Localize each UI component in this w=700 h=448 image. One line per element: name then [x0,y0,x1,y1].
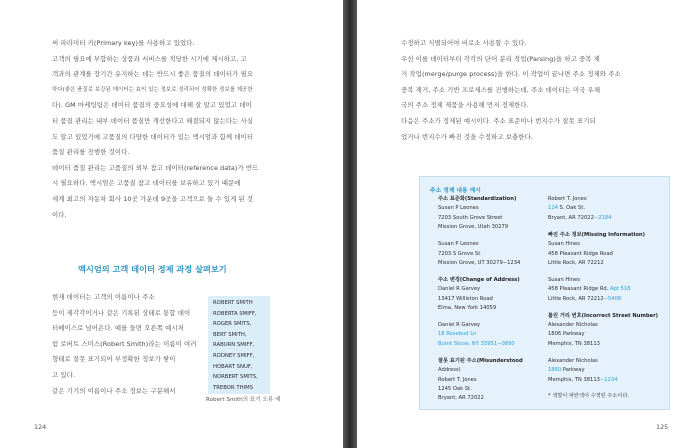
address-line: Memphis, TN 38113 [548,340,600,347]
box-title: 주소 정제 내용 예시 [430,188,481,194]
text-line: 다음은 주소가 정제된 예시이다. 주소 표준이나 번지수가 잘못 표기되 [401,116,596,125]
address-group [438,276,550,314]
left-body-bottom [52,290,197,399]
text-line: 이다. [52,210,67,219]
text-line: 우선 이를 데이터부터 각각의 단어 분리 작업(Parsing)을 하고 중복 제 [401,54,600,63]
address-line: Bryant, AR 72022 [438,395,484,402]
text-line: 중복 제거, 주소 기반 프로세스를 진행하는데, 주소 데이터는 미국 우체 [401,85,601,94]
box-right-column [548,195,666,402]
text-line: 국의 주소 정제 제품을 사용해 먼저 정제한다. [401,101,529,110]
book-gutter [343,0,357,448]
address-line: Bryant, AR 72022−2184 [548,214,612,221]
address-group [548,195,666,223]
text-line: 등이 제각각이거나 같은 기록된 상태로 통합 데이 [52,308,191,317]
address-line: 458 Pleasant Ridge Rd. Apt 518 [548,286,631,293]
address-line-corrected: 18 Rosebud Ln [438,331,477,338]
box-note: * 색깔이 파란색이 수정된 주소이다. [548,393,629,400]
sidebar-line: BERT SMITH, [213,331,247,338]
text-line: 시 필요하다. 액시엄은 고품질 참고 데이터를 보유하고 있기 때문에 [52,179,241,188]
address-line: Little Rock, AR 72212−5408 [548,295,622,302]
text-line: 고 있다. [52,370,76,379]
text-line: 형태로 잘못 표기되어 부정확한 정보가 쌓이 [52,355,176,364]
address-line: Memphis, TN 38113−1234 [548,376,618,383]
address-line: Daniel R Garvey [438,286,481,293]
address-line: Little Rock, AR 72212 [548,259,604,266]
address-line: 7203 S Grove St [438,250,481,257]
address-line: Address) [438,367,461,374]
address-group [548,357,666,385]
group-heading: 주소 표준화(Standardization) [438,196,517,202]
text-line: 고객의 필요에 부합하는 상품과 서비스를 적당한 시기에 제시하고, 고 [52,54,247,63]
text-line: 같은 기기의 이름이나 주소 정보는 구분해서 [52,386,176,395]
address-line: Susan P Leones [438,205,479,212]
text-line: 터 품질 관리는 내부 데이터 품질만 개선한다고 해결되지 않는다는 사실 [52,116,254,125]
left-body-top [52,36,258,223]
address-line: 13417 Williston Road [438,295,493,302]
text-line: 다). GM 마케팅팀은 데이터 품질의 중요성에 대해 잘 알고 있었고 데이 [52,101,252,110]
sidebar-line: ROBERT SMITH [213,300,253,306]
address-line: Susan P Leones [438,241,479,248]
address-line: Susan Hines [548,241,580,248]
address-line: Alexander Nicholas [548,321,598,328]
sidebar-line: ROGER SMITS, [213,321,252,328]
sidebar-line: ROBERTA SMIFF, [213,310,257,317]
text-line: 세계 최고의 자동차 회사 10곳 가운데 9곳을 고객으로 둘 수 있게 된 것 [52,194,254,203]
text-line: 도 알고 있었기에 고품질의 다양한 데이터가 있는 액시엄과 함께 데이터 [52,132,254,141]
address-group [548,231,666,269]
section-title: 액시엄의 고객 데이터 정제 과정 살펴보기 [78,264,227,274]
address-group [438,195,550,233]
address-line: Elma, New York 14059 [438,305,497,312]
group-heading: 잘못 표기된 주소(Misunderstood [438,357,523,364]
address-group [438,240,550,268]
text-line: 현재 데이터는 고객의 이름이나 주소 [52,293,155,301]
address-example-box [419,176,670,410]
address-line: Mission Grove, Utah 30279 [438,224,509,231]
text-line: 럼 로버트 스미스(Robert Smith)라는 이름이 여러 [52,339,197,348]
text-line: 객과의 관계를 장기간 유지하는 데는 반드시 좋은 품질의 데이터가 필요 [52,70,254,79]
address-group [548,276,666,304]
address-line: Robert T. Jones [438,376,477,383]
text-line: 었거나 번지수가 빠진 것을 수정하고 보충한다. [401,132,533,141]
address-line: Robert T. Jones [548,196,587,202]
address-line-corrected: Burnt Stove, NY 33951−0890 [438,340,515,347]
text-line: 거 작업(merge/purge process)을 한다. 이 작업이 끝나면 주소 정제와 주소 [401,70,621,79]
group-heading: 틀린 거리 번호(Incorrect Street Number) [548,312,659,319]
address-group [438,357,550,404]
box-left-column [438,195,550,411]
address-line: Susan Hines [548,276,580,283]
address-line: 1860 Parkway [548,367,585,374]
text-line: 써 파라미터 키(Primary key)를 사용하고 있었다. [52,39,195,47]
address-line: 1245 Oak St. [438,385,472,392]
address-group [438,321,550,349]
text-line: 수정하고 식별되어야 비로소 사용할 수 있다. [401,39,527,47]
group-heading: 빠진 주소 정보(Missing Information) [548,231,645,238]
address-line: Alexander Nicholas [548,357,598,364]
address-line: 124 S. Oak St. [548,205,586,212]
sidebar-line: RABURN SMIFF, [213,342,255,349]
text-line: 터베이스로 넘어온다. 예를 들면 오른쪽 예시처 [52,324,184,333]
address-line: 7203 South Grove Street [438,214,503,221]
sidebar-line: RODNEY SMIFF, [213,352,255,359]
address-line: Daniel R Garvey [438,321,481,328]
page-number-right: 125 [656,423,669,431]
group-heading: 주소 변경(Change of Address) [438,276,520,283]
right-page [357,0,700,448]
name-variants-sidebar [208,296,270,394]
left-page [0,0,343,448]
page-number-left: 124 [34,423,47,431]
address-line: 1806 Parkway [548,331,585,338]
text-line: 데이터 품질 관리는 고품질의 외부 참고 데이터(reference data)가 반드 [52,163,259,172]
address-line: 458 Pleasant Ridge Road [548,250,613,257]
sidebar-line: NORBERT SMITS, [213,374,258,381]
address-line: Mission Grove, UT 30279−1234 [438,259,521,266]
sidebar-line: HOBART SNUF, [213,363,253,370]
sidebar-line: TREBOR THIMS [213,384,254,391]
text-line: 하다(좋은 품질로 보강된 데이터는 효익 있는 정보로 정리되어 정확한 정보를 제공한 [52,86,253,93]
right-body [401,36,621,145]
text-line: 품질 관리를 진행한 것이다. [52,148,130,157]
sidebar-caption: Robert Smith의 표기 오류 예 [206,397,281,403]
address-group [548,312,666,350]
